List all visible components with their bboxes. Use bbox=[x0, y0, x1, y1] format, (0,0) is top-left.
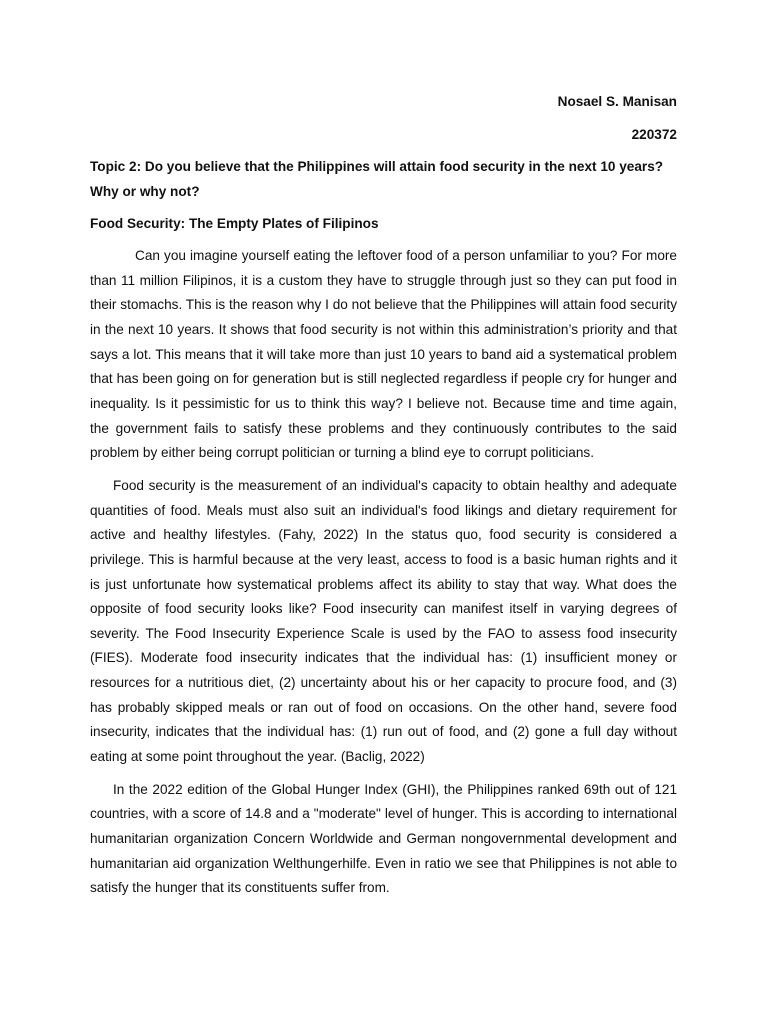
paragraph-2: Food security is the measurement of an individual's capacity to obtain healthy and adequate quantities of food. Meals must also suit an individual's food likings and dietary requirement for active and healthy lifestyles. (Fahy, 2022) In the status quo, food security is considered a privilege. This is harmful because at the very least, access to food is a basic human rights and it is just unfortunate how systematical problems affect its ability to stay that way. What does the opposite of food security looks like? Food insecurity can manifest itself in varying degrees of severity. The Food Insecurity Experience Scale is used by the FAO to assess food insecurity (FIES). Moderate food insecurity indicates that the individual has: (1) insufficient money or resources for a nutritious diet, (2) uncertainty about his or her capacity to procure food, and (3) has probably skipped meals or ran out of food on occasions. On the other hand, severe food insecurity, indicates that the individual has: (1) run out of food, and (2) gone a full day without eating at some point throughout the year. (Baclig, 2022) bbox=[90, 477, 677, 765]
essay-title: Food Security: The Empty Plates of Filipinos bbox=[90, 216, 379, 232]
paragraph-1: Can you imagine yourself eating the leftover food of a person unfamiliar to you? For more than 11 million Filipinos, it is a custom they have to struggle through just so they can put food in their stomachs. This is the reason why I do not believe that the Philippines will attain food security in the next 10 years. It shows that food security is not within this administration’s priority and that says a lot. This means that it will take more than just 10 years to band aid a systematical problem that has been going on for generation but is still neglected regardless if people cry for hunger and inequality. Is it pessimistic for us to think this way? I believe not. Because time and time again, the government fails to satisfy these problems and they continuously contributes to the said problem by either being corrupt politician or turning a blind eye to corrupt politicians. bbox=[90, 247, 677, 461]
paragraph-3: In the 2022 edition of the Global Hunger Index (GHI), the Philippines ranked 69th out of 121 countries, with a score of 14.8 and a "moderate" level of hunger. This is according to international humanitarian organization Concern Worldwide and German nongovernmental development and humanitarian aid organization Welthungerhilfe. Even in ratio we see that Philippines is not able to satisfy the hunger that its constituents suffer from. bbox=[90, 781, 677, 896]
author-name: Nosael S. Manisan bbox=[557, 94, 677, 109]
document-body bbox=[90, 90, 677, 909]
topic-heading: Topic 2: Do you believe that the Philippines will attain food security in the next 10 years? Why or why not? bbox=[90, 159, 664, 199]
student-id: 220372 bbox=[631, 126, 677, 142]
